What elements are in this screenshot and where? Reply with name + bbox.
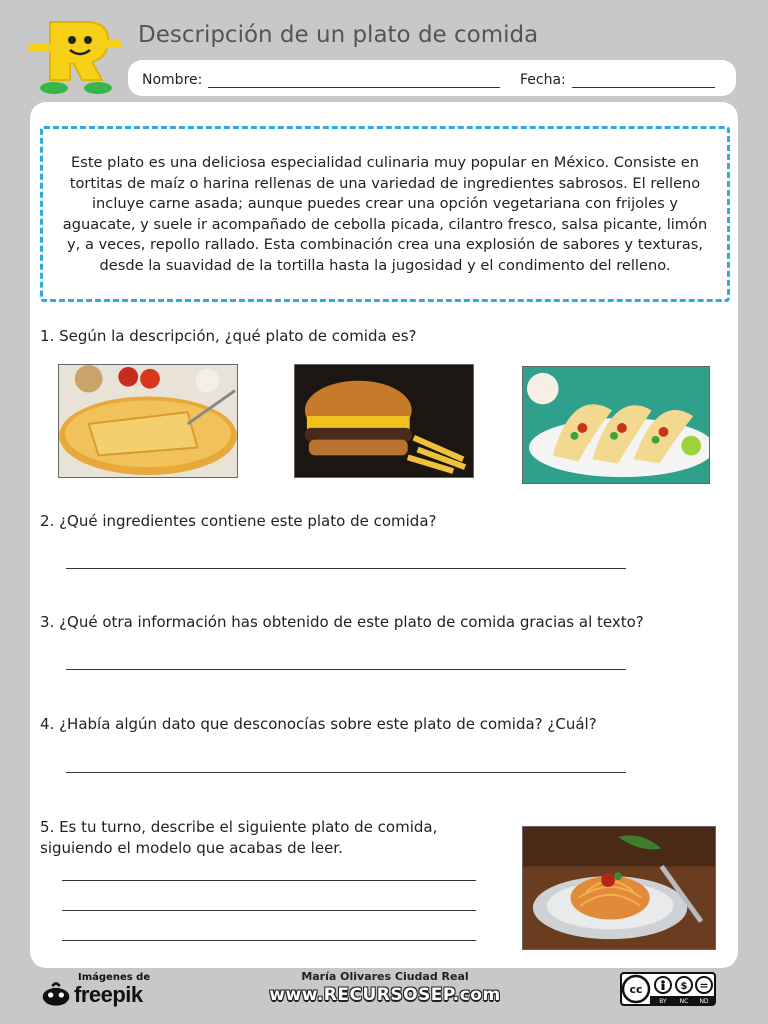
question-1: 1. Según la descripción, ¿qué plato de comida es?	[40, 327, 417, 345]
spaghetti-image[interactable]	[522, 826, 716, 950]
name-date-bar	[128, 60, 736, 96]
question-2: 2. ¿Qué ingredientes contiene este plato de comida?	[40, 512, 437, 530]
page-title: Descripción de un plato de comida	[138, 22, 539, 48]
author-name: María Olivares Ciudad Real	[301, 970, 469, 983]
freepik-small-text: Imágenes de	[78, 972, 151, 983]
tortilla-image[interactable]	[58, 364, 238, 478]
answer-line-4[interactable]	[66, 772, 626, 773]
freepik-icon	[40, 982, 72, 1008]
answer-line-5c[interactable]	[62, 940, 476, 941]
svg-text:=: =	[699, 979, 709, 992]
website-link[interactable]: www.RECURSOSEP.com	[269, 985, 501, 1005]
creative-commons-badge	[620, 972, 716, 1006]
license-nd: ND	[699, 998, 709, 1005]
freepik-brand-text: freepik	[74, 982, 143, 1007]
logo-r-mascot	[28, 18, 124, 98]
worksheet	[30, 102, 738, 968]
question-5-line-1: 5. Es tu turno, describe el siguiente plato de comida,	[40, 818, 438, 836]
freepik-credit	[40, 972, 160, 1012]
license-by: BY	[659, 998, 667, 1005]
fecha-field[interactable]	[572, 87, 715, 88]
answer-line-2[interactable]	[66, 568, 626, 569]
nombre-field[interactable]	[208, 87, 500, 88]
question-4: 4. ¿Había algún dato que desconocías sobre este plato de comida? ¿Cuál?	[40, 715, 597, 733]
answer-line-5a[interactable]	[62, 880, 476, 881]
answer-line-5b[interactable]	[62, 910, 476, 911]
svg-text:cc: cc	[629, 983, 643, 996]
nombre-label: Nombre:	[142, 72, 203, 88]
description-text: Este plato es una deliciosa especialidad culinaria muy popular en México. Consiste en tortitas de maíz o harina rellenas de una variedad de ingredientes sabrosos. El relleno incluye carne asada; aunque puedes crear una opción vegetariana con frijoles y aguacate, y suele ir acompañado de cebolla picada, cilantro fresco, salsa picante, limón y, a veces, repollo rallado. Esta combinación crea una explosión de sabores y texturas, desde la suavidad de la tortilla hasta la jugosidad y el condimento del relleno.	[62, 154, 708, 274]
description-box	[40, 126, 730, 302]
license-nc: NC	[679, 998, 689, 1005]
answer-line-3[interactable]	[66, 669, 626, 670]
svg-text:$: $	[680, 981, 688, 992]
burger-image[interactable]	[294, 364, 474, 478]
question-5-line-2: siguiendo el modelo que acabas de leer.	[40, 839, 343, 857]
tacos-image[interactable]	[522, 366, 710, 484]
footer-credits	[260, 970, 510, 1005]
fecha-label: Fecha:	[520, 72, 566, 88]
question-3: 3. ¿Qué otra información has obtenido de este plato de comida gracias al texto?	[40, 613, 644, 631]
